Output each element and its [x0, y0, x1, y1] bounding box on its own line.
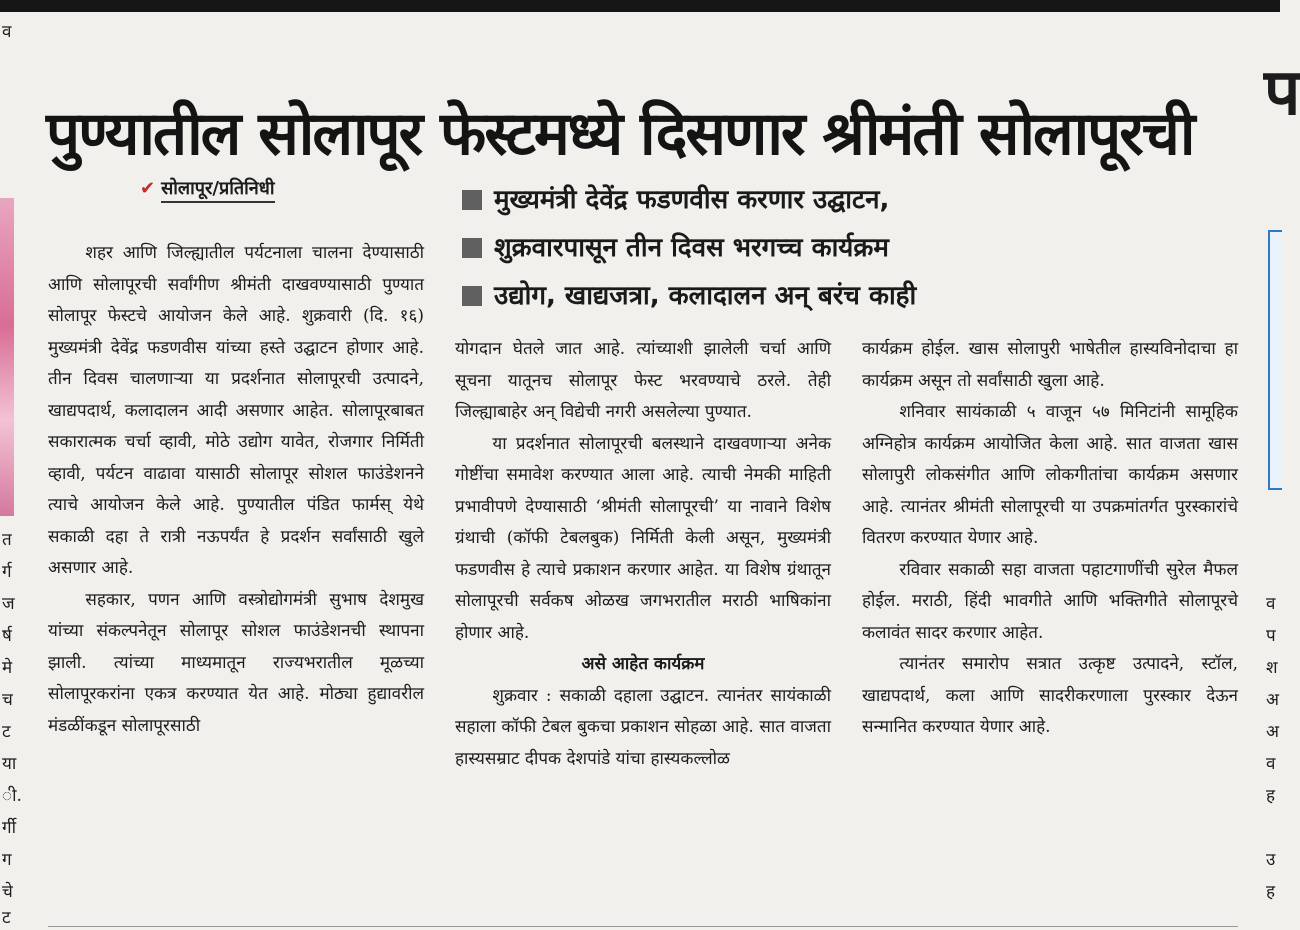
- paragraph: शुक्रवार : सकाळी दहाला उद्घाटन. त्यानंतर सायंकाळी सहाला कॉफी टेबल बुकचा प्रकाशन सोहळा आहे. सात वाजता हास्यसम्राट दीपक देशपांडे यांचा हास्यकल्लोळ: [455, 685, 831, 769]
- left-fragment: र्ग: [2, 562, 12, 582]
- left-fragment: त: [2, 530, 12, 550]
- square-bullet-icon: [462, 238, 482, 258]
- paragraph: रविवार सकाळी सहा वाजता पहाटगाणींची सुरेल मैफल होईल. मराठी, हिंदी भावगीते आणि भक्तिगीते सोलापूरचे कलावंत सादर करणार आहेत.: [862, 559, 1238, 643]
- left-fragment: या: [2, 754, 17, 774]
- right-adjacent-article: [1262, 0, 1280, 929]
- bottom-rule: [48, 926, 1238, 930]
- right-fragment: ह: [1266, 882, 1276, 902]
- top-bar: [0, 0, 1280, 12]
- left-fragment: र्गी: [2, 818, 16, 838]
- paragraph: कार्यक्रम होईल. खास सोलापुरी भाषेतील हास्यविनोदाचा हा कार्यक्रम असून तो सर्वांसाठी खुला आहे.: [862, 339, 1238, 391]
- left-fragment: व: [2, 22, 12, 42]
- square-bullet-icon: [462, 286, 482, 306]
- left-fragment: ट: [2, 722, 11, 742]
- article-column-1: [48, 238, 424, 742]
- subheadline-block: [462, 176, 1262, 320]
- article-column-3: [862, 334, 1238, 744]
- left-fragment: चे: [2, 882, 13, 902]
- paragraph: या प्रदर्शनात सोलापूरची बलस्थाने दाखवणाऱ्या अनेक गोष्टींचा समावेश करण्यात आला आहे. त्याची नेमकी माहिती प्रभावीपणे देण्यासाठी ‘श्रीमंती सोलापूरची’ या नावाने विशेष ग्रंथाची (कॉफी टेबलबुक) निर्मिती केली असून, मुख्यमंत्री फडणवीस हे त्याचे प्रकाशन करणार आहेत. या विशेष ग्रंथातून सोलापूरची सर्वकष ओळख जगभरातील मराठी भाषिकांना होणार आहे.: [455, 433, 831, 643]
- paragraph: शनिवार सायंकाळी ५ वाजून ५७ मिनिटांनी सामूहिक अग्निहोत्र कार्यक्रम आयोजित केला आहे. सात वाजता खास सोलापुरी लोकसंगीत आणि लोकगीतांचा कार्यक्रम असणार आहे. त्यानंतर श्रीमंती सोलापूरची या उपक्रमांतर्गत पुरस्कारांचे वितरण करण्यात येणार आहे.: [862, 402, 1238, 548]
- paragraph: त्यानंतर समारोप सत्रात उत्कृष्ट उत्पादने, स्टॉल, खाद्यपदार्थ, कला आणि सादरीकरणाला पुरस्कार देऊन सन्मानित करण्यात येणार आहे.: [862, 654, 1238, 737]
- left-fragment: र्ष: [2, 626, 12, 646]
- section-subheading: असे आहेत कार्यक्रम: [581, 654, 705, 674]
- right-fragment: अ: [1266, 690, 1279, 710]
- paragraph: सहकार, पणन आणि वस्त्रोद्योगमंत्री सुभाष देशमुख यांच्या संकल्पनेतून सोलापूर सोशल फाउंडेशनची स्थापना झाली. त्यांच्या माध्यमातून राज्यभरातील मूळच्या सोलापूरकरांना एकत्र करण्यात येत आहे. मोठ्या हुद्यावरील मंडळींकडून सोलापूरसाठी: [48, 589, 424, 736]
- right-fragment: श: [1266, 658, 1278, 678]
- subheadline: [462, 224, 1262, 272]
- left-fragment: ग: [2, 850, 12, 870]
- subheadline-text: उद्योग, खाद्यजत्रा, कलादालन अन् बरंच काही: [494, 281, 917, 311]
- subheadline: [462, 176, 1262, 224]
- left-fragment: च: [2, 690, 13, 710]
- left-fragment: ी.: [2, 786, 22, 806]
- left-fragment: ट: [2, 908, 11, 928]
- subheadline-text: शुक्रवारपासून तीन दिवस भरगच्च कार्यक्रम: [494, 233, 889, 263]
- subheadline: [462, 272, 1262, 320]
- left-fragment: ज: [2, 594, 15, 614]
- paragraph: शहर आणि जिल्ह्यातील पर्यटनाला चालना देण्यासाठी आणि सोलापूरची सर्वांगीण श्रीमंती दाखवण्यासाठी पुण्यात सोलापूर फेस्टचे आयोजन केले आहे. शुक्रवारी (दि. १६) मुख्यमंत्री देवेंद्र फडणवीस यांच्या हस्ते उद्घाटन होणार आहे. तीन दिवस चालणाऱ्या या प्रदर्शनात सोलापूरची उत्पादने, खाद्यपदार्थ, कलादालन आदी असणार आहेत. सोलापूरबाबत सकारात्मक चर्चा व्हावी, मोठे उद्योग यावेत, रोजगार निर्मिती व्हावी, पर्यटन वाढावा यासाठी सोलापूर सोशल फाउंडेशनने त्याचे आयोजन केले आहे. पुण्यातील पंडित फार्मस् येथे सकाळी दहा ते रात्री नऊपर्यंत हे प्रदर्शन सर्वांसाठी खुले असणार आहे.: [48, 243, 424, 578]
- square-bullet-icon: [462, 190, 482, 210]
- article-headline: पुण्यातील सोलापूर फेस्टमध्ये दिसणार श्रीमंती सोलापूरची: [46, 99, 1194, 170]
- dateline: [140, 175, 275, 203]
- subheadline-text: मुख्यमंत्री देवेंद्र फडणवीस करणार उद्घाटन,: [494, 185, 890, 215]
- left-fragment: मे: [2, 658, 13, 678]
- check-mark-icon: ✔: [140, 178, 156, 199]
- right-fragment: प: [1266, 626, 1276, 646]
- right-fragment: उ: [1266, 850, 1276, 870]
- dateline-text: सोलापूर/प्रतिनिधी: [161, 178, 274, 203]
- right-fragment: अ: [1266, 722, 1279, 742]
- right-adjacent-headline: प: [1264, 56, 1300, 130]
- right-fragment: व: [1266, 594, 1276, 614]
- right-fragment: ह: [1266, 786, 1276, 806]
- left-photo-fragment: [0, 198, 14, 516]
- right-fragment: व: [1266, 754, 1276, 774]
- paragraph: योगदान घेतले जात आहे. त्यांच्याशी झालेली चर्चा आणि सूचना यातूनच सोलापूर फेस्ट भरवण्याचे ठरले. तेही जिल्ह्याबाहेर अन् विद्येची नगरी असलेल्या पुण्यात.: [455, 339, 831, 422]
- article-column-2: [455, 334, 831, 775]
